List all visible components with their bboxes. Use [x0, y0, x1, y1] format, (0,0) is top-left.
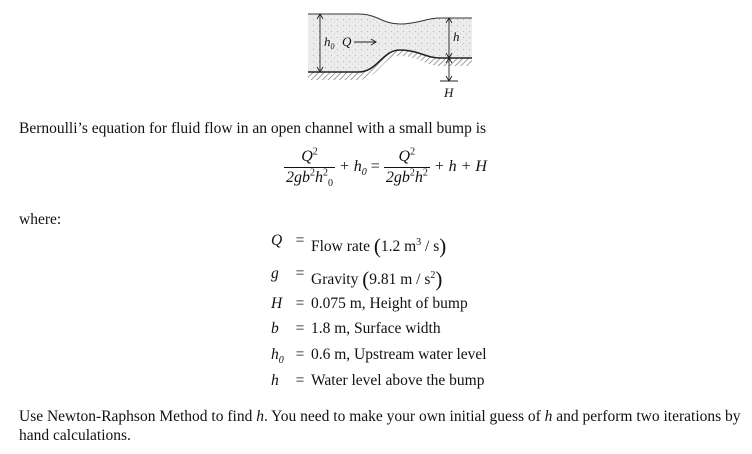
task-line-2: hand calculations.	[19, 427, 131, 444]
fig-label-bump-height: H	[444, 85, 454, 100]
variable-definitions: Q = Flow rate (1.2 $m^3 / s$) g = Gravity (9.81 m / $s^2$) H = 0.075 m, Height of bump b = 1.8 m, Surface width $h_0$ = 0.6 m, Upstream water level h = Water level above the bump	[271, 232, 487, 389]
equals-sign: =	[370, 158, 380, 176]
rhs-fraction: $\frac{Q^2}{2gb^2h^2}$	[385, 146, 428, 186]
channel-bump-diagram	[300, 0, 485, 100]
fig-label-flow: Q	[342, 34, 352, 49]
lhs-fraction: $\frac{Q^2}{2gb^2h^2_0}$	[286, 146, 333, 190]
where-label: where:	[19, 211, 62, 228]
lhs-plus-term: + $h_0$	[339, 158, 367, 179]
bernoulli-equation	[284, 146, 487, 190]
rhs-tail-terms: + h + H	[433, 158, 487, 176]
fig-label-h0: $h_0$	[324, 34, 335, 51]
fig-label-h: h	[453, 29, 460, 44]
intro-text: Bernoulli’s equation for fluid flow in an open channel with a small bump is	[19, 120, 487, 137]
task-line-1: Use Newton-Raphson Method to find h. You need to make your own initial guess of h and perform two iterations by	[19, 408, 741, 425]
